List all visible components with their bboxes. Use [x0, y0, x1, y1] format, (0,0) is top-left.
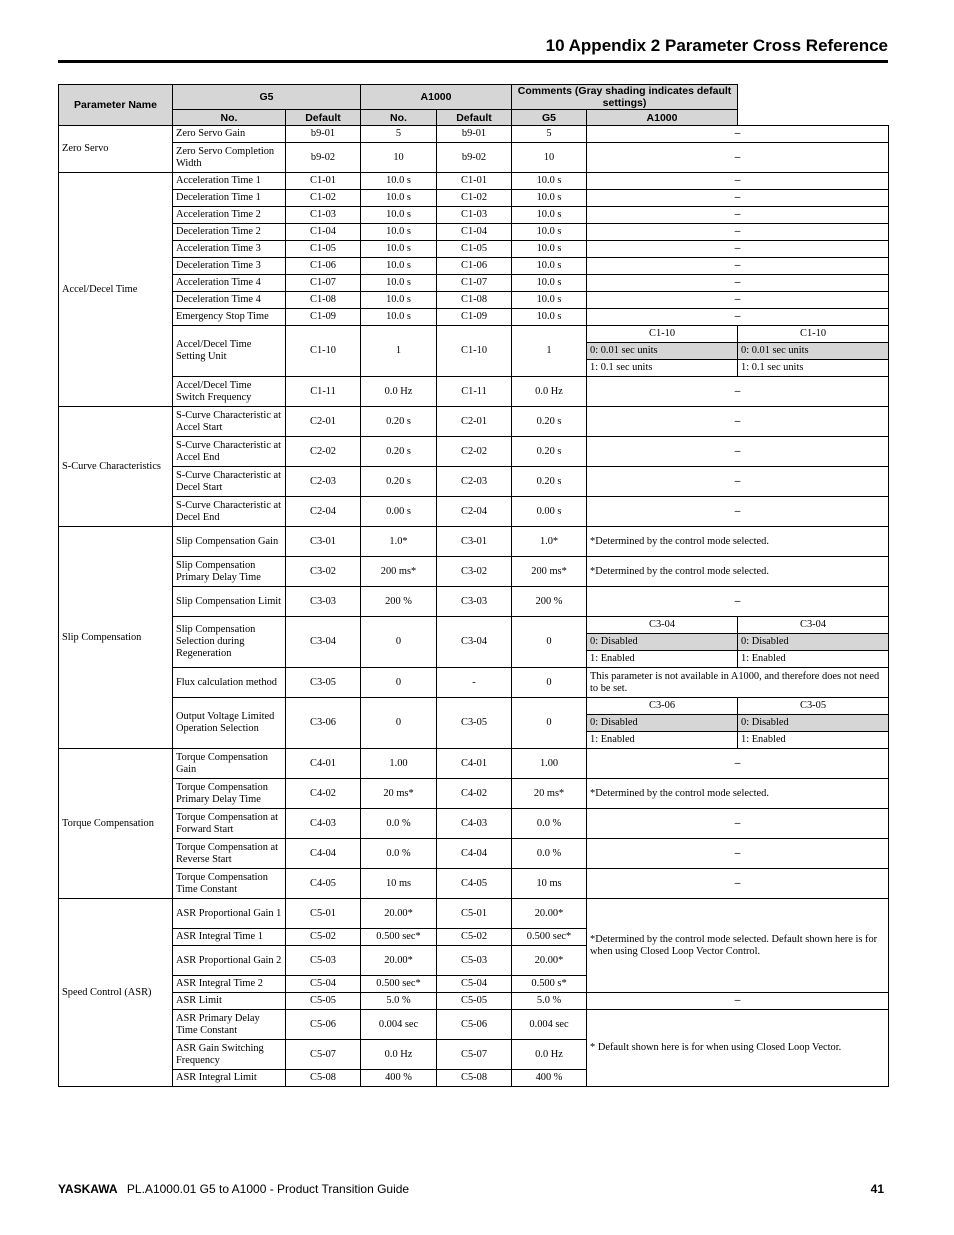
group-name: Torque Compensation — [59, 749, 173, 899]
g5-param-no: C1-03 — [286, 207, 361, 224]
table-row — [59, 437, 889, 467]
a1000-default: 10 — [512, 143, 587, 173]
footer-brand: YASKAWA — [58, 1182, 118, 1196]
a1000-param-no: C3-01 — [437, 527, 512, 557]
a1000-default: 0 — [512, 617, 587, 668]
g5-param-no: C1-06 — [286, 258, 361, 275]
a1000-param-no: C5-02 — [437, 929, 512, 946]
g5-default: 5.0 % — [361, 993, 437, 1010]
page-footer — [58, 1182, 884, 1196]
comment-a1000-param: C1-10 — [738, 326, 889, 343]
g5-default: 0.20 s — [361, 407, 437, 437]
a1000-param-no: C1-06 — [437, 258, 512, 275]
table-row — [59, 668, 889, 698]
g5-default: 0 — [361, 698, 437, 749]
parameter-name: Slip Compensation Selection during Regeneration — [173, 617, 286, 668]
a1000-param-no: C4-05 — [437, 869, 512, 899]
a1000-default: 10.0 s — [512, 173, 587, 190]
parameter-name: Accel/Decel Time Switch Frequency — [173, 377, 286, 407]
parameter-name: Output Voltage Limited Operation Selection — [173, 698, 286, 749]
header-a1000-default: Default — [437, 110, 512, 126]
table-row — [59, 749, 889, 779]
a1000-default: 10.0 s — [512, 207, 587, 224]
comment-dash: – — [587, 207, 889, 224]
g5-param-no: C4-05 — [286, 869, 361, 899]
parameter-name: S-Curve Characteristic at Accel Start — [173, 407, 286, 437]
a1000-default: 1.0* — [512, 527, 587, 557]
g5-default: 0.0 % — [361, 809, 437, 839]
header-parameter-name: Parameter Name — [59, 85, 173, 126]
a1000-param-no: C4-03 — [437, 809, 512, 839]
a1000-param-no: C1-11 — [437, 377, 512, 407]
a1000-param-no: C4-04 — [437, 839, 512, 869]
g5-param-no: C5-05 — [286, 993, 361, 1010]
a1000-default: 10.0 s — [512, 224, 587, 241]
table-row — [59, 207, 889, 224]
parameter-name: Deceleration Time 3 — [173, 258, 286, 275]
parameter-name: Torque Compensation at Reverse Start — [173, 839, 286, 869]
comment-dash: – — [587, 587, 889, 617]
a1000-param-no: C5-04 — [437, 976, 512, 993]
g5-param-no: C1-04 — [286, 224, 361, 241]
header-g5-default: Default — [286, 110, 361, 126]
a1000-default: 10.0 s — [512, 258, 587, 275]
parameter-name: Torque Compensation Primary Delay Time — [173, 779, 286, 809]
a1000-default: 0.500 s* — [512, 976, 587, 993]
a1000-param-no: C3-04 — [437, 617, 512, 668]
g5-param-no: C5-07 — [286, 1040, 361, 1070]
group-name: Speed Control (ASR) — [59, 899, 173, 1087]
comment-g5-option: 0: 0.01 sec units — [587, 343, 738, 360]
g5-param-no: C5-04 — [286, 976, 361, 993]
parameter-name: Acceleration Time 1 — [173, 173, 286, 190]
comment-dash: – — [587, 241, 889, 258]
header-comments-a1000: A1000 — [587, 110, 738, 126]
table-body — [59, 126, 889, 1087]
a1000-default: 20.00* — [512, 946, 587, 976]
comment-g5-option: 1: Enabled — [587, 732, 738, 749]
group-name: Slip Compensation — [59, 527, 173, 749]
g5-default: 10 ms — [361, 869, 437, 899]
g5-default: 10.0 s — [361, 258, 437, 275]
a1000-default: 10 ms — [512, 869, 587, 899]
a1000-param-no: C5-01 — [437, 899, 512, 929]
a1000-default: 10.0 s — [512, 275, 587, 292]
comment-dash: – — [587, 126, 889, 143]
parameter-name: Zero Servo Gain — [173, 126, 286, 143]
table-row — [59, 377, 889, 407]
a1000-param-no: C3-03 — [437, 587, 512, 617]
a1000-param-no: C1-01 — [437, 173, 512, 190]
table-row — [59, 407, 889, 437]
g5-param-no: C1-05 — [286, 241, 361, 258]
a1000-default: 0.0 % — [512, 809, 587, 839]
comment-a1000-option: 0: Disabled — [738, 634, 889, 651]
parameter-name: Deceleration Time 2 — [173, 224, 286, 241]
group-name: Accel/Decel Time — [59, 173, 173, 407]
a1000-param-no: C5-03 — [437, 946, 512, 976]
comment-dash: – — [587, 437, 889, 467]
a1000-param-no: - — [437, 668, 512, 698]
parameter-name: Accel/Decel Time Setting Unit — [173, 326, 286, 377]
g5-default: 0.0 Hz — [361, 377, 437, 407]
a1000-default: 20 ms* — [512, 779, 587, 809]
a1000-default: 1 — [512, 326, 587, 377]
table-row — [59, 869, 889, 899]
a1000-default: 0 — [512, 668, 587, 698]
a1000-default: 1.00 — [512, 749, 587, 779]
parameter-name: Slip Compensation Gain — [173, 527, 286, 557]
table-row — [59, 527, 889, 557]
parameter-name: Slip Compensation Limit — [173, 587, 286, 617]
comment-a1000-param: C3-05 — [738, 698, 889, 715]
g5-default: 10.0 s — [361, 292, 437, 309]
a1000-param-no: C1-03 — [437, 207, 512, 224]
a1000-default: 400 % — [512, 1070, 587, 1087]
g5-param-no: C3-05 — [286, 668, 361, 698]
g5-param-no: C2-01 — [286, 407, 361, 437]
table-row — [59, 1010, 889, 1040]
table-row — [59, 126, 889, 143]
a1000-default: 0.20 s — [512, 467, 587, 497]
g5-param-no: C2-04 — [286, 497, 361, 527]
g5-param-no: C1-01 — [286, 173, 361, 190]
a1000-param-no: C1-10 — [437, 326, 512, 377]
a1000-default: 0.20 s — [512, 407, 587, 437]
a1000-default: 10.0 s — [512, 241, 587, 258]
table-row — [59, 587, 889, 617]
comment-dash: – — [587, 258, 889, 275]
g5-default: 0.00 s — [361, 497, 437, 527]
page-number: 41 — [870, 1182, 884, 1196]
table-row — [59, 779, 889, 809]
header-comments: Comments (Gray shading indicates default settings) — [512, 85, 738, 110]
g5-param-no: C5-01 — [286, 899, 361, 929]
table-row — [59, 143, 889, 173]
g5-default: 20.00* — [361, 899, 437, 929]
parameter-name: Acceleration Time 4 — [173, 275, 286, 292]
parameter-name: S-Curve Characteristic at Decel Start — [173, 467, 286, 497]
comment-g5-option: 0: Disabled — [587, 715, 738, 732]
table-row — [59, 617, 889, 634]
g5-param-no: b9-01 — [286, 126, 361, 143]
g5-default: 1.00 — [361, 749, 437, 779]
g5-default: 0.0 Hz — [361, 1040, 437, 1070]
comment-dash: – — [587, 190, 889, 207]
a1000-default: 0.0 % — [512, 839, 587, 869]
a1000-param-no: C3-05 — [437, 698, 512, 749]
table-row — [59, 993, 889, 1010]
table-row — [59, 839, 889, 869]
comment-text: *Determined by the control mode selected. — [587, 557, 889, 587]
a1000-default: 0 — [512, 698, 587, 749]
parameter-name: ASR Gain Switching Frequency — [173, 1040, 286, 1070]
g5-default: 5 — [361, 126, 437, 143]
g5-default: 0.500 sec* — [361, 929, 437, 946]
g5-param-no: C3-06 — [286, 698, 361, 749]
header-a1000: A1000 — [361, 85, 512, 110]
g5-param-no: C5-06 — [286, 1010, 361, 1040]
comment-text: This parameter is not available in A1000, and therefore does not need to be set. — [587, 668, 889, 698]
comment-g5-option: 1: 0.1 sec units — [587, 360, 738, 377]
g5-default: 10.0 s — [361, 309, 437, 326]
comment-a1000-param: C3-04 — [738, 617, 889, 634]
a1000-default: 10.0 s — [512, 292, 587, 309]
g5-param-no: C3-01 — [286, 527, 361, 557]
comment-dash: – — [587, 173, 889, 190]
g5-default: 0.20 s — [361, 467, 437, 497]
comment-g5-option: 0: Disabled — [587, 634, 738, 651]
a1000-default: 200 % — [512, 587, 587, 617]
a1000-default: 5 — [512, 126, 587, 143]
g5-default: 0.500 sec* — [361, 976, 437, 993]
parameter-name: ASR Integral Limit — [173, 1070, 286, 1087]
g5-default: 20.00* — [361, 946, 437, 976]
parameter-name: ASR Primary Delay Time Constant — [173, 1010, 286, 1040]
comment-text: *Determined by the control mode selected. — [587, 527, 889, 557]
page-title: 10 Appendix 2 Parameter Cross Reference — [545, 36, 888, 55]
a1000-param-no: C3-02 — [437, 557, 512, 587]
g5-param-no: C1-07 — [286, 275, 361, 292]
g5-default: 10.0 s — [361, 224, 437, 241]
parameter-name: S-Curve Characteristic at Decel End — [173, 497, 286, 527]
a1000-default: 0.004 sec — [512, 1010, 587, 1040]
g5-default: 10 — [361, 143, 437, 173]
g5-param-no: C4-03 — [286, 809, 361, 839]
a1000-default: 0.00 s — [512, 497, 587, 527]
comment-dash: – — [587, 497, 889, 527]
a1000-default: 10.0 s — [512, 309, 587, 326]
table-row — [59, 241, 889, 258]
comment-dash: – — [587, 839, 889, 869]
comment-g5-param: C1-10 — [587, 326, 738, 343]
a1000-default: 20.00* — [512, 899, 587, 929]
comment-a1000-option: 1: 0.1 sec units — [738, 360, 889, 377]
table-row — [59, 224, 889, 241]
comment-g5-option: 1: Enabled — [587, 651, 738, 668]
a1000-param-no: b9-02 — [437, 143, 512, 173]
g5-default: 200 ms* — [361, 557, 437, 587]
g5-default: 400 % — [361, 1070, 437, 1087]
g5-param-no: C4-01 — [286, 749, 361, 779]
comment-dash: – — [587, 309, 889, 326]
g5-param-no: C5-08 — [286, 1070, 361, 1087]
table-row — [59, 326, 889, 343]
comment-dash: – — [587, 809, 889, 839]
g5-default: 0.20 s — [361, 437, 437, 467]
group-name: S-Curve Characteristics — [59, 407, 173, 527]
g5-default: 10.0 s — [361, 241, 437, 258]
comment-dash: – — [587, 749, 889, 779]
a1000-default: 10.0 s — [512, 190, 587, 207]
g5-default: 10.0 s — [361, 173, 437, 190]
table-row — [59, 698, 889, 715]
parameter-name: Acceleration Time 2 — [173, 207, 286, 224]
comment-dash: – — [587, 143, 889, 173]
g5-default: 200 % — [361, 587, 437, 617]
parameter-name: Emergency Stop Time — [173, 309, 286, 326]
a1000-param-no: C5-05 — [437, 993, 512, 1010]
parameter-name: Torque Compensation Time Constant — [173, 869, 286, 899]
parameter-name: ASR Integral Time 1 — [173, 929, 286, 946]
g5-param-no: C3-03 — [286, 587, 361, 617]
g5-default: 0.0 % — [361, 839, 437, 869]
g5-default: 10.0 s — [361, 275, 437, 292]
table-row — [59, 557, 889, 587]
g5-default: 20 ms* — [361, 779, 437, 809]
parameter-name: Slip Compensation Primary Delay Time — [173, 557, 286, 587]
comment-dash: – — [587, 275, 889, 292]
parameter-name: ASR Integral Time 2 — [173, 976, 286, 993]
comment-dash: – — [587, 993, 889, 1010]
g5-param-no: C1-02 — [286, 190, 361, 207]
comment-a1000-option: 1: Enabled — [738, 732, 889, 749]
g5-param-no: C2-03 — [286, 467, 361, 497]
g5-param-no: C2-02 — [286, 437, 361, 467]
g5-param-no: C1-09 — [286, 309, 361, 326]
parameter-name: Acceleration Time 3 — [173, 241, 286, 258]
table-row — [59, 899, 889, 929]
a1000-param-no: C2-02 — [437, 437, 512, 467]
g5-param-no: b9-02 — [286, 143, 361, 173]
g5-param-no: C3-02 — [286, 557, 361, 587]
comment-dash: – — [587, 467, 889, 497]
g5-param-no: C1-08 — [286, 292, 361, 309]
g5-default: 0.004 sec — [361, 1010, 437, 1040]
parameter-name: Zero Servo Completion Width — [173, 143, 286, 173]
a1000-param-no: b9-01 — [437, 126, 512, 143]
g5-default: 10.0 s — [361, 207, 437, 224]
group-name: Zero Servo — [59, 126, 173, 173]
a1000-default: 0.20 s — [512, 437, 587, 467]
comment-dash: – — [587, 224, 889, 241]
table-row — [59, 309, 889, 326]
header-a1000-no: No. — [361, 110, 437, 126]
a1000-param-no: C1-09 — [437, 309, 512, 326]
a1000-param-no: C2-03 — [437, 467, 512, 497]
a1000-param-no: C2-04 — [437, 497, 512, 527]
parameter-name: Torque Compensation at Forward Start — [173, 809, 286, 839]
parameter-name: Flux calculation method — [173, 668, 286, 698]
a1000-param-no: C1-04 — [437, 224, 512, 241]
g5-param-no: C4-04 — [286, 839, 361, 869]
table-row — [59, 190, 889, 207]
comment-a1000-option: 0: 0.01 sec units — [738, 343, 889, 360]
a1000-param-no: C4-01 — [437, 749, 512, 779]
parameter-name: Deceleration Time 4 — [173, 292, 286, 309]
table-row — [59, 467, 889, 497]
table-row — [59, 809, 889, 839]
g5-default: 0 — [361, 617, 437, 668]
g5-default: 0 — [361, 668, 437, 698]
comment-text: *Determined by the control mode selected. Default shown here is for when using Closed Loop Vector Control. — [587, 899, 889, 993]
parameter-name: Deceleration Time 1 — [173, 190, 286, 207]
table-row — [59, 497, 889, 527]
g5-param-no: C4-02 — [286, 779, 361, 809]
comment-g5-param: C3-04 — [587, 617, 738, 634]
comment-dash: – — [587, 292, 889, 309]
a1000-param-no: C4-02 — [437, 779, 512, 809]
g5-param-no: C5-03 — [286, 946, 361, 976]
g5-param-no: C1-10 — [286, 326, 361, 377]
a1000-default: 0.0 Hz — [512, 377, 587, 407]
parameter-name: Torque Compensation Gain — [173, 749, 286, 779]
g5-default: 1.0* — [361, 527, 437, 557]
parameter-cross-reference-table — [58, 84, 889, 1087]
parameter-name: ASR Proportional Gain 2 — [173, 946, 286, 976]
parameter-name: S-Curve Characteristic at Accel End — [173, 437, 286, 467]
a1000-default: 200 ms* — [512, 557, 587, 587]
a1000-param-no: C5-06 — [437, 1010, 512, 1040]
comment-text: * Default shown here is for when using Closed Loop Vector. — [587, 1010, 889, 1087]
a1000-param-no: C5-07 — [437, 1040, 512, 1070]
table-row — [59, 292, 889, 309]
a1000-param-no: C1-05 — [437, 241, 512, 258]
comment-a1000-option: 0: Disabled — [738, 715, 889, 732]
a1000-param-no: C5-08 — [437, 1070, 512, 1087]
g5-param-no: C5-02 — [286, 929, 361, 946]
comment-g5-param: C3-06 — [587, 698, 738, 715]
g5-param-no: C3-04 — [286, 617, 361, 668]
table-row — [59, 258, 889, 275]
a1000-param-no: C2-01 — [437, 407, 512, 437]
comment-text: *Determined by the control mode selected. — [587, 779, 889, 809]
parameter-name: ASR Limit — [173, 993, 286, 1010]
g5-default: 1 — [361, 326, 437, 377]
table-row — [59, 173, 889, 190]
comment-dash: – — [587, 869, 889, 899]
header-comments-g5: G5 — [512, 110, 587, 126]
g5-param-no: C1-11 — [286, 377, 361, 407]
title-rule — [58, 60, 888, 63]
g5-default: 10.0 s — [361, 190, 437, 207]
a1000-default: 0.500 sec* — [512, 929, 587, 946]
header-g5: G5 — [173, 85, 361, 110]
a1000-param-no: C1-07 — [437, 275, 512, 292]
comment-a1000-option: 1: Enabled — [738, 651, 889, 668]
table-row — [59, 275, 889, 292]
a1000-param-no: C1-08 — [437, 292, 512, 309]
comment-dash: – — [587, 407, 889, 437]
a1000-default: 5.0 % — [512, 993, 587, 1010]
a1000-param-no: C1-02 — [437, 190, 512, 207]
footer-title: PL.A1000.01 G5 to A1000 - Product Transition Guide — [126, 1182, 410, 1196]
a1000-default: 0.0 Hz — [512, 1040, 587, 1070]
header-g5-no: No. — [173, 110, 286, 126]
comment-dash: – — [587, 377, 889, 407]
parameter-name: ASR Proportional Gain 1 — [173, 899, 286, 929]
